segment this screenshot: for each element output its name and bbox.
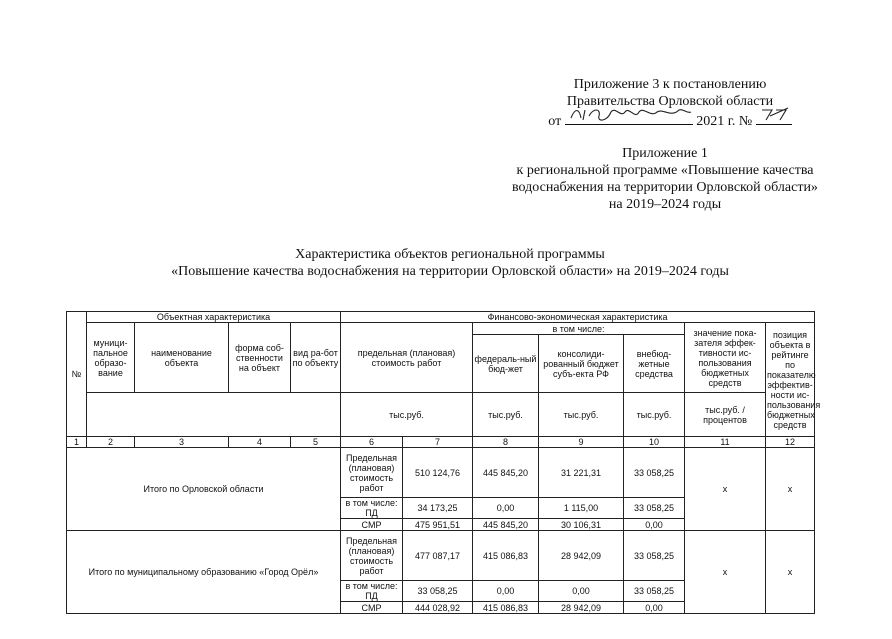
date-year: 2021 г. № — [696, 114, 753, 129]
group-label-city: Итого по муниципальному образованию «Город Орёл» — [67, 531, 341, 614]
col-number: 1 — [67, 437, 87, 448]
cell-total: 34 173,25 — [403, 498, 473, 519]
cell-extra: 33 058,25 — [624, 498, 685, 519]
approval-line-2: Правительства Орловской области — [566, 94, 774, 109]
header-ownership: форма соб-ственности на объект — [229, 323, 291, 393]
col-number: 10 — [624, 437, 685, 448]
cell-rating-mark: х — [766, 448, 815, 531]
annex-line-3: водоснабжения на территории Орловской области» — [512, 180, 818, 195]
header-object-name: наименование объекта — [135, 323, 229, 393]
table-row — [67, 448, 815, 498]
col-number: 6 — [341, 437, 403, 448]
header-rating: позиция объекта в рейтинге по показателю эффектив-ности ис-пользования бюджетных средств — [766, 323, 815, 437]
unit-efficiency: тыс.руб. / процентов — [685, 393, 766, 437]
unit-extra: тыс.руб. — [624, 393, 685, 437]
date-signature-blank — [565, 110, 693, 125]
annex-line-1: Приложение 1 — [622, 146, 708, 161]
header-no: № — [67, 312, 87, 437]
cell-rating-mark: х — [766, 531, 815, 614]
date-prefix: от — [548, 114, 562, 129]
approval-date-line — [520, 110, 820, 130]
col-number: 8 — [473, 437, 539, 448]
cell-regional: 0,00 — [539, 581, 624, 602]
row-type: Предельная (плановая) стоимость работ — [341, 448, 403, 498]
approval-line-1: Приложение 3 к постановлению — [573, 77, 767, 92]
col-number: 2 — [87, 437, 135, 448]
cell-extra: 33 058,25 — [624, 531, 685, 581]
cell-federal: 0,00 — [473, 498, 539, 519]
cell-total: 475 951,51 — [403, 519, 473, 531]
cell-regional: 30 106,31 — [539, 519, 624, 531]
unit-limit-cost: тыс.руб. — [341, 393, 473, 437]
col-number: 9 — [539, 437, 624, 448]
table-row — [67, 531, 815, 581]
program-objects-table — [66, 311, 821, 614]
cell-extra: 33 058,25 — [624, 581, 685, 602]
handwritten-date-signature — [567, 104, 695, 124]
annex-line-4: на 2019–2024 годы — [608, 197, 722, 212]
column-numbers-row — [67, 437, 815, 448]
unit-federal: тыс.руб. — [473, 393, 539, 437]
cell-extra: 33 058,25 — [624, 448, 685, 498]
cell-efficiency-mark: х — [685, 531, 766, 614]
row-type: в том числе: ПД — [341, 498, 403, 519]
header-work-type: вид ра-бот по объекту — [291, 323, 341, 393]
header-federal: федераль-ный бюд-жет — [473, 335, 539, 393]
cell-total: 33 058,25 — [403, 581, 473, 602]
approval-block — [520, 76, 820, 130]
col-number: 5 — [291, 437, 341, 448]
handwritten-number-signature — [758, 104, 794, 124]
group-label-region: Итого по Орловской области — [67, 448, 341, 531]
cell-total: 477 087,17 — [403, 531, 473, 581]
cell-extra: 0,00 — [624, 519, 685, 531]
row-type: Предельная (плановая) стоимость работ — [341, 531, 403, 581]
unit-regional: тыс.руб. — [539, 393, 624, 437]
annex-block — [480, 145, 850, 213]
col-number: 12 — [766, 437, 815, 448]
cell-total: 510 124,76 — [403, 448, 473, 498]
number-signature-blank — [756, 110, 792, 125]
title-line-2: «Повышение качества водоснабжения на территории Орловской области» на 2019–2024 годы — [171, 264, 729, 279]
cell-federal: 415 086,83 — [473, 531, 539, 581]
header-finance-group: Финансово-экономическая характеристика — [341, 312, 815, 323]
cell-federal: 415 086,83 — [473, 602, 539, 614]
row-type: СМР — [341, 519, 403, 531]
annex-line-2: к региональной программе «Повышение качества — [516, 163, 814, 178]
header-regional: консолиди-рованный бюджет субъ-екта РФ — [539, 335, 624, 393]
cell-federal: 0,00 — [473, 581, 539, 602]
col-number: 3 — [135, 437, 229, 448]
cell-regional: 1 115,00 — [539, 498, 624, 519]
header-municipality: муници-пальное образо-вание — [87, 323, 135, 393]
row-type: в том числе: ПД — [341, 581, 403, 602]
cell-regional: 28 942,09 — [539, 602, 624, 614]
col-number: 11 — [685, 437, 766, 448]
cell-federal: 445 845,20 — [473, 448, 539, 498]
cell-total: 444 028,92 — [403, 602, 473, 614]
header-efficiency: значение пока-зателя эффек-тивности ис-пользования бюджетных средств — [685, 323, 766, 393]
cell-efficiency-mark: х — [685, 448, 766, 531]
cell-extra: 0,00 — [624, 602, 685, 614]
title-line-1: Характеристика объектов региональной программы — [295, 247, 605, 262]
col-number: 7 — [403, 437, 473, 448]
header-extra: внебюд-жетные средства — [624, 335, 685, 393]
header-object-group: Объектная характеристика — [87, 312, 341, 323]
cell-regional: 28 942,09 — [539, 531, 624, 581]
col-number: 4 — [229, 437, 291, 448]
cell-federal: 445 845,20 — [473, 519, 539, 531]
document-title — [100, 246, 800, 280]
cell-regional: 31 221,31 — [539, 448, 624, 498]
row-type: СМР — [341, 602, 403, 614]
header-limit-cost: предельная (плановая) стоимость работ — [341, 323, 473, 393]
header-including: в том числе: — [473, 323, 685, 335]
header-object-units-empty — [87, 393, 341, 437]
